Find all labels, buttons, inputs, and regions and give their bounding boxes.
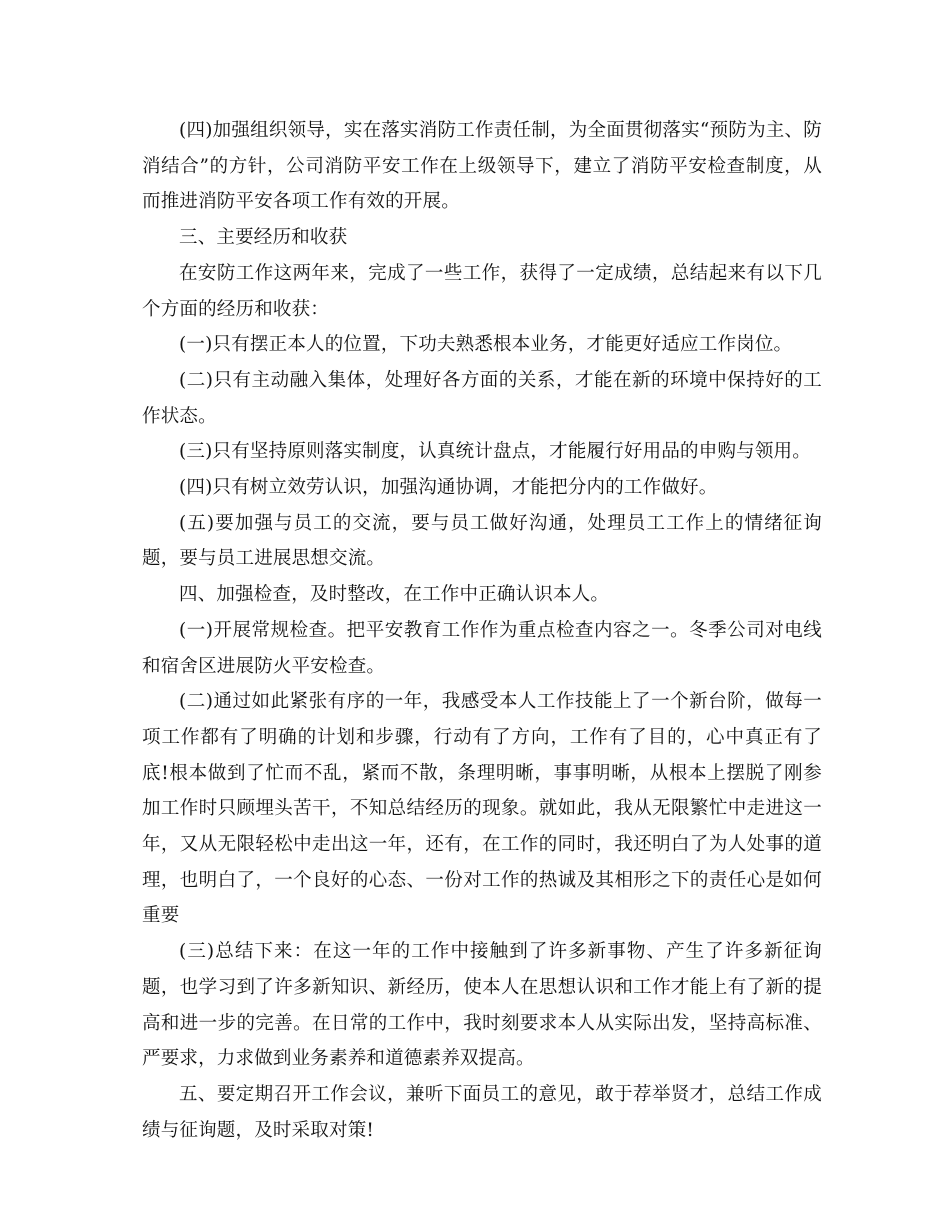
- list-item-experience-4: (四)只有树立效劳认识，加强沟通协调，才能把分内的工作做好。: [179, 477, 718, 499]
- list-item-experience-5: (五)要加强与员工的交流，要与员工做好沟通，处理员工工作上的情绪征询题，要与员工进展思想交流。: [142, 512, 822, 570]
- heading-main-experience: 三、主要经历和收获: [179, 227, 348, 249]
- paragraph-intro-experience: 在安防工作这两年来，完成了一些工作，获得了一定成绩，总结起来有以下几个方面的经历和收获：: [142, 262, 822, 320]
- document-body: [142, 113, 822, 1148]
- list-item-experience-1: (一)只有摆正本人的位置，下功夫熟悉根本业务，才能更好适应工作岗位。: [179, 334, 793, 356]
- heading-inspection: 四、加强检查，及时整改，在工作中正确认识本人。: [179, 584, 610, 606]
- list-item-inspection-1: (一)开展常规检查。把平安教育工作作为重点检查内容之一。冬季公司对电线和宿舍区进展防火平安检查。: [142, 619, 822, 677]
- list-item-inspection-3: (三)总结下来：在这一年的工作中接触到了许多新事物、产生了许多新征询题，也学习到了许多新知识、新经历，使本人在思想认识和工作才能上有了新的提高和进一步的完善。在日常的工作中，我时刻要求本人从实际出发，坚持高标准、严要求，力求做到业务素养和道德素养双提高。: [142, 941, 822, 1070]
- list-item-experience-3: (三)只有坚持原则落实制度，认真统计盘点，才能履行好用品的申购与领用。: [179, 441, 811, 463]
- list-item-inspection-2: (二)通过如此紧张有序的一年，我感受本人工作技能上了一个新台阶，做每一项工作都有了明确的计划和步骤，行动有了方向，工作有了目的，心中真正有了底!根本做到了忙而不乱，紧而不散，条理明晰，事事明晰，从根本上摆脱了刚参加工作时只顾埋头苦干，不知总结经历的现象。就如此，我从无限繁忙中走进这一年，又从无限轻松中走出这一年，还有，在工作的同时，我还明白了为人处事的道理，也明白了，一个良好的心态、一份对工作的热诚及其相形之下的责任心是如何重要: [142, 691, 822, 927]
- list-item-experience-2: (二)只有主动融入集体，处理好各方面的关系，才能在新的环境中保持好的工作状态。: [142, 369, 822, 427]
- paragraph-section-4-leadership: (四)加强组织领导，实在落实消防工作责任制，为全面贯彻落实“预防为主、防消结合”的方针，公司消防平安工作在上级领导下，建立了消防平安检查制度，从而推进消防平安各项工作有效的开展。: [142, 120, 822, 213]
- heading-meetings: 五、要定期召开工作会议，兼听下面员工的意见，敢于荐举贤才，总结工作成绩与征询题，及时采取对策!: [142, 1083, 822, 1141]
